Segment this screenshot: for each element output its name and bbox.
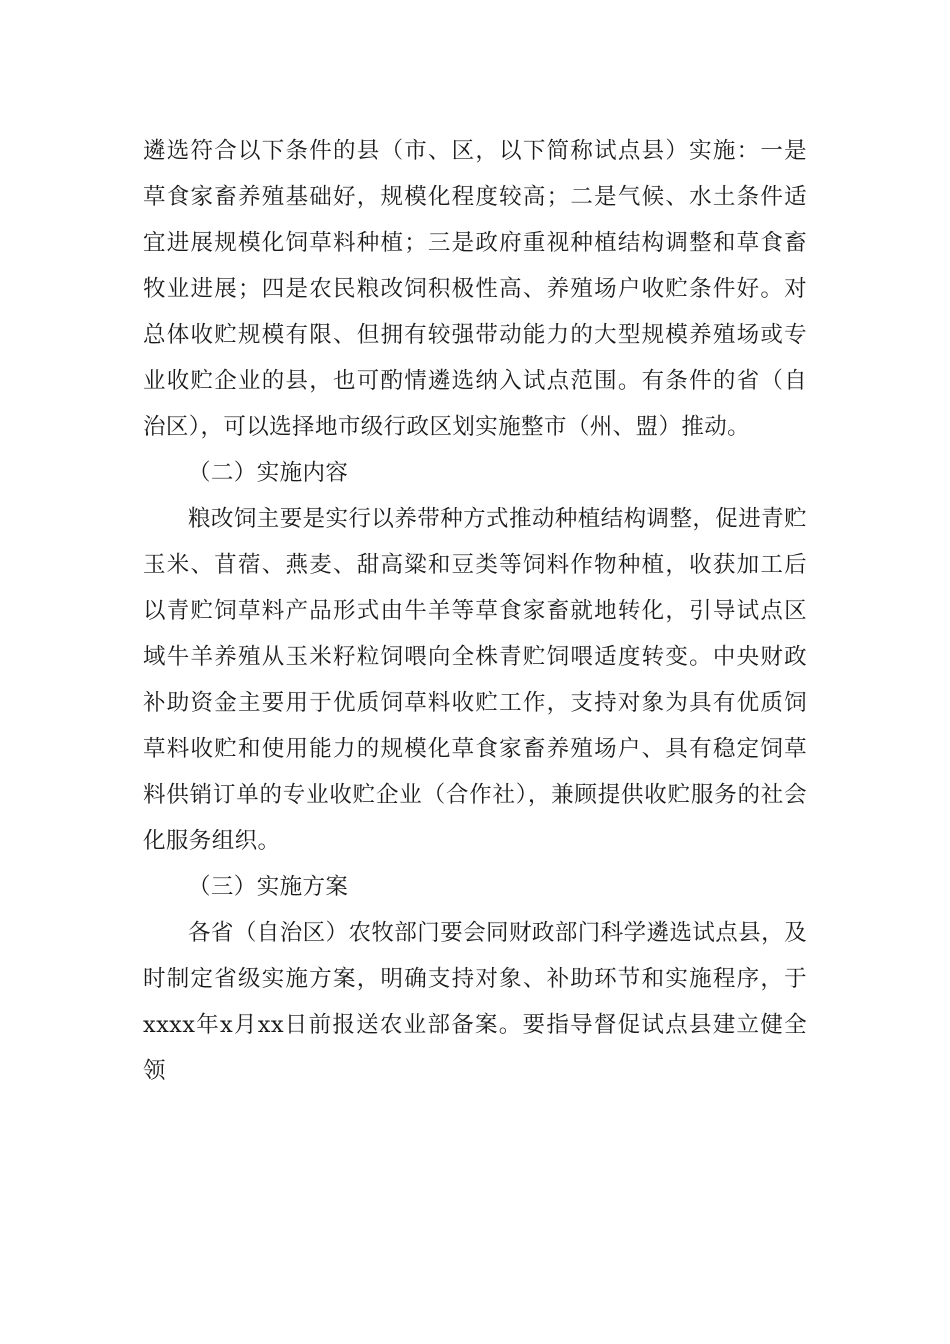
paragraph-implementation-plan: 各省（自治区）农牧部门要会同财政部门科学遴选试点县，及时制定省级实施方案，明确支持对象、补助环节和实施程序，于xxxx年x月xx日前报送农业部备案。要指导督促试点县建立健全领 xyxy=(143,920,807,1084)
document-body xyxy=(143,128,807,1094)
paragraph-county-selection: 遴选符合以下条件的县（市、区，以下简称试点县）实施：一是草食家畜养殖基础好，规模化程度较高；二是气候、水土条件适宜进展规模化饲草料种植；三是政府重视种植结构调整和草食畜牧业进展；四是农民粮改饲积极性高、养殖场户收贮条件好。对总体收贮规模有限、但拥有较强带动能力的大型规模养殖场或专业收贮企业的县，也可酌情遴选纳入试点范围。有条件的省（自治区），可以选择地市级行政区划实施整市（州、盟）推动。 xyxy=(143,138,807,440)
paragraph-implementation-content: 粮改饲主要是实行以养带种方式推动种植结构调整，促进青贮玉米、苜蓿、燕麦、甜高粱和豆类等饲料作物种植，收获加工后以青贮饲草料产品形式由牛羊等草食家畜就地转化，引导试点区域牛羊养殖从玉米籽粒饲喂向全株青贮饲喂适度转变。中央财政补助资金主要用于优质饲草料收贮工作，支持对象为具有优质饲草料收贮和使用能力的规模化草食家畜养殖场户、具有稳定饲草料供销订单的专业收贮企业（合作社），兼顾提供收贮服务的社会化服务组织。 xyxy=(143,506,807,854)
section-heading-implementation-plan: （三）实施方案 xyxy=(188,874,349,900)
section-heading-implementation-content: （二）实施内容 xyxy=(188,460,349,486)
